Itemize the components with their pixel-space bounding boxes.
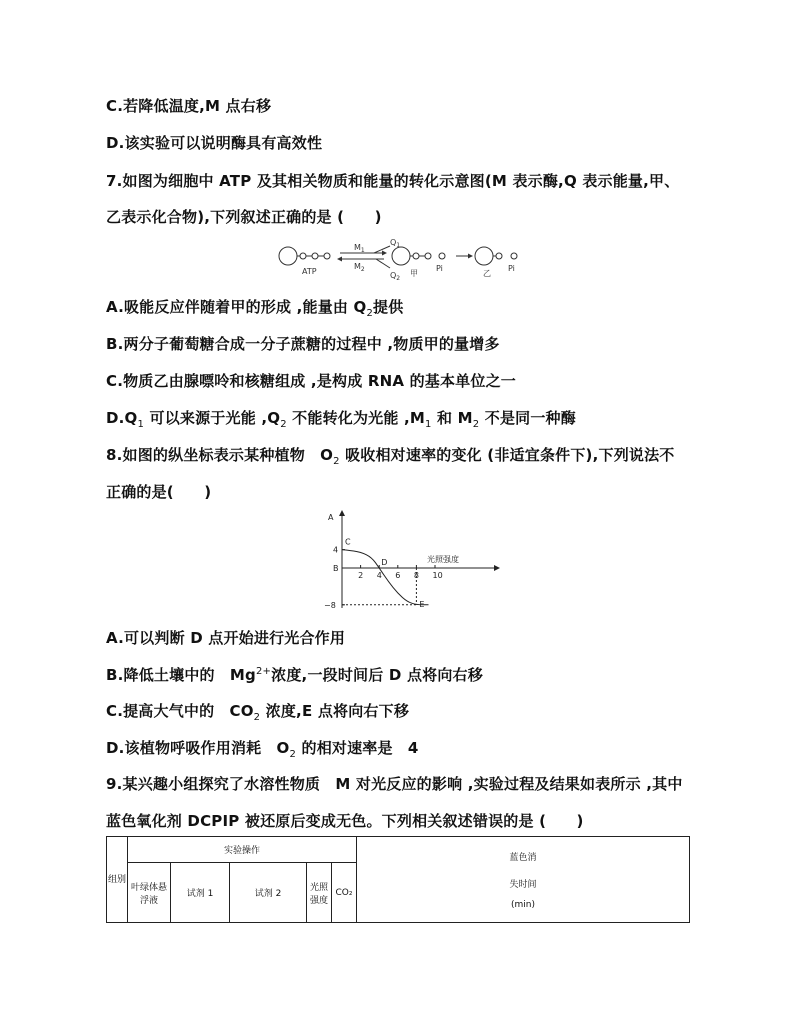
svg-text:Q1: $Q_1$ (390, 238, 401, 249)
q2-label: Q (390, 271, 397, 280)
option-a-q7: A.吸能反应伴随着甲的形成 ,能量由 $Q_2$提供 (106, 298, 404, 319)
y-tick-label: 4 (333, 545, 339, 555)
y-tick-label: B (333, 564, 339, 573)
y-axis-label: A (328, 513, 334, 522)
x-tick-label: 6 (395, 571, 401, 580)
m1-label: M (354, 243, 361, 252)
svg-text:M2: $M_2$ (354, 262, 365, 273)
option-c-q7: C.物质乙由腺嘌呤和核糖组成 ,是构成 RNA 的基本单位之一 (106, 372, 516, 390)
point-label-d: D (381, 558, 388, 567)
y-tick-label: −8 (324, 600, 336, 610)
col-co2: CO₂ (332, 863, 357, 923)
q1-label: Q (390, 238, 397, 247)
option-d-q7: $D.Q_1$ 可以来源于光能 $,Q_2$ 不能转化为光能 $,M_1$ 和 $M_2$ 不是同一种酶 (106, 409, 576, 430)
x-tick-label: 4 (376, 571, 382, 580)
point-label-c: C (345, 537, 351, 547)
pi-label-2: Pi (508, 264, 515, 273)
col-reagent-1: 试剂 1 (171, 863, 230, 923)
option-b-q8: B.降低土壤中的 $Mg^{2+}$浓度,一段时间后 D 点将向右移 (106, 666, 483, 684)
m2-label: M (354, 262, 361, 271)
question-8-line2: 正确的是( ) (106, 483, 212, 501)
svg-text:M1: $M_1$ (354, 243, 365, 254)
svg-text:Q2: $Q_2$ (390, 271, 401, 280)
col-reagent-2: 试剂 2 (230, 863, 307, 923)
atp-label: ATP (302, 267, 317, 276)
yi-label: 乙 (483, 269, 491, 278)
option-d-q8: D.该植物呼吸作用消耗 $O_2$ 的相对速率是 4 (106, 739, 419, 760)
question-9-line1: 9.某兴趣小组探究了水溶性物质 M 对光反应的影响 ,实验过程及结果如表所示 ,其中 (106, 775, 683, 793)
question-8-line1: 8.如图的纵坐标表示某种植物 $O_2$ 吸收相对速率的变化 (非适宜条件下),下列说法不 (106, 446, 675, 467)
x-tick-label: 8 (413, 571, 419, 580)
option-c-q6: C.若降低温度,M 点右移 (106, 97, 272, 115)
o2-absorption-chart (318, 508, 508, 612)
option-d-q6: D.该实验可以说明酶具有高效性 (106, 134, 323, 152)
experiment-table (106, 836, 690, 923)
option-a-q8: A.可以判断 D 点开始进行光合作用 (106, 629, 346, 647)
x-axis-label: 光照强度 (427, 555, 459, 564)
point-label-e: E (419, 599, 425, 609)
jia-label: 甲 (410, 269, 418, 278)
question-7-line2: 乙表示化合物),下列叙述正确的是 ( ) (106, 208, 382, 226)
option-c-q8: C.提高大气中的 $CO_2$ 浓度,E 点将向右下移 (106, 702, 410, 723)
question-7-line1: 7.如图为细胞中 ATP 及其相关物质和能量的转化示意图(M 表示酶,Q 表示能量,甲、 (106, 172, 680, 190)
col-chloroplast: 叶绿体悬浮液 (128, 863, 171, 923)
x-tick-label: 10 (432, 571, 443, 580)
option-b-q7: B.两分子葡萄糖合成一分子蔗糖的过程中 ,物质甲的量增多 (106, 335, 500, 353)
group-header: 组别 (107, 837, 128, 923)
col-light: 光照强度 (307, 863, 332, 923)
question-9-line2: 蓝色氧化剂 DCPIP 被还原后变成无色。下列相关叙述错误的是 ( ) (106, 812, 584, 830)
result-header: 蓝色消 失时间 (min) (357, 837, 690, 923)
procedure-header: 实验操作 (128, 837, 357, 863)
pi-label-1: Pi (436, 264, 443, 273)
x-tick-label: 2 (358, 571, 364, 580)
atp-conversion-diagram (270, 236, 530, 280)
